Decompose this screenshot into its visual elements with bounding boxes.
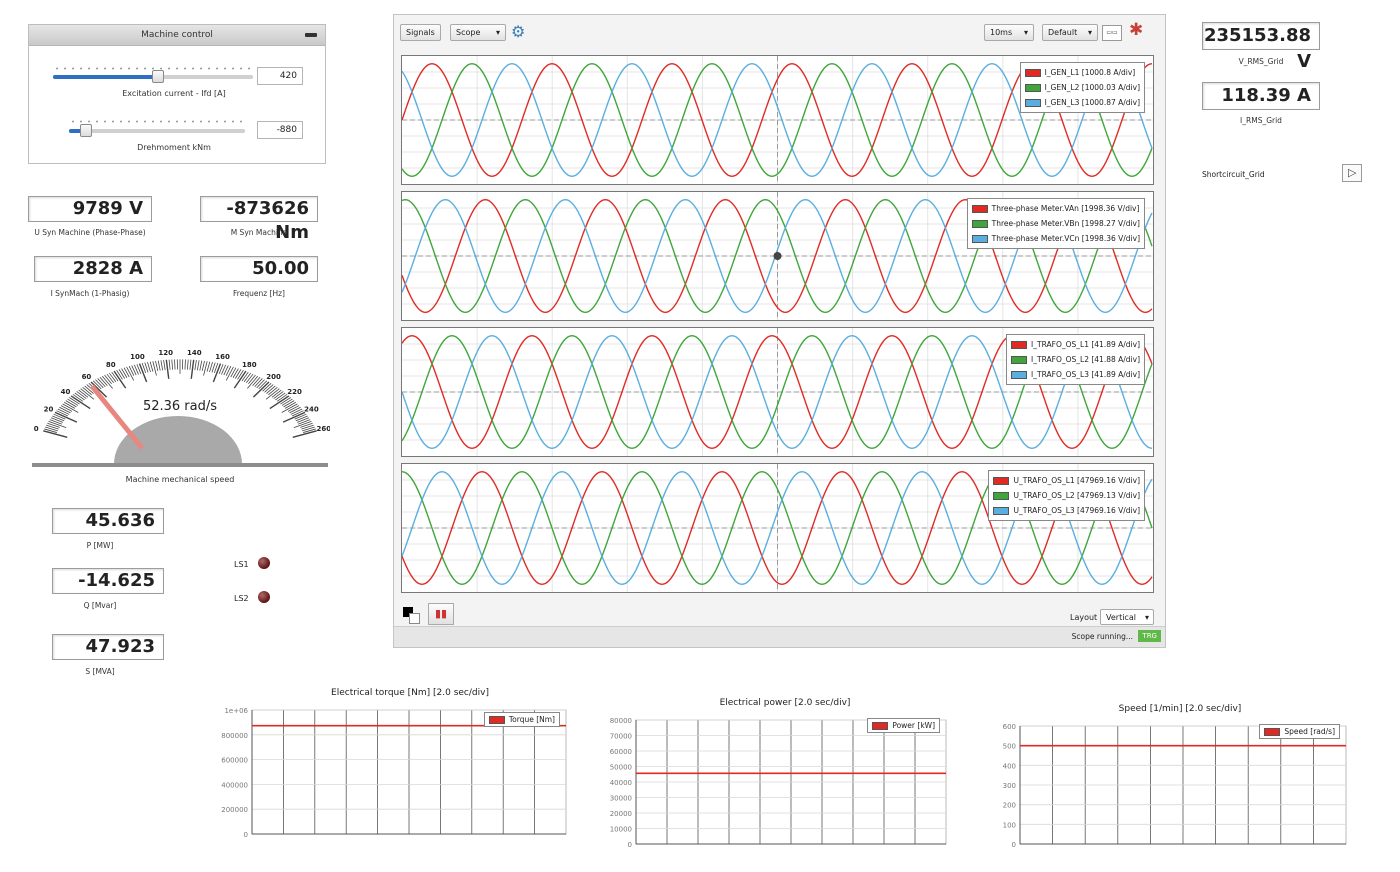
torque-slider-thumb[interactable] <box>80 124 92 137</box>
legend-entry <box>1011 352 1140 367</box>
gauge-label: 180 <box>241 361 257 370</box>
gauge-tick <box>301 425 313 429</box>
gauge-value-text: 52.36 rad/s <box>142 399 218 414</box>
gauge-label: 0 <box>33 425 39 434</box>
y-tick-label: 0 <box>627 841 632 849</box>
legend-label: U_TRAFO_OS_L1 [47969.16 V/div] <box>1013 476 1140 485</box>
gauge-tick <box>156 361 158 371</box>
scope-select[interactable] <box>450 24 506 41</box>
ls2-lamp <box>258 591 270 603</box>
y-tick-label: 200000 <box>221 806 248 815</box>
legend-swatch <box>972 205 988 213</box>
gauge-tick <box>122 369 127 378</box>
legend-label: I_TRAFO_OS_L2 [41.88 A/div] <box>1031 355 1140 364</box>
legend-entry <box>993 488 1140 503</box>
legend-label: I_TRAFO_OS_L3 [41.89 A/div] <box>1031 370 1140 379</box>
excitation-slider-thumb[interactable] <box>152 70 164 83</box>
msyn-label: M Syn Machine <box>230 228 288 237</box>
gauge-tick <box>234 371 246 388</box>
trigger-point-icon <box>774 252 782 260</box>
scope-legend <box>967 198 1145 249</box>
torque-ticks <box>69 120 245 123</box>
speed-chart-title: Speed [1/min] [2.0 sec/div] <box>1118 704 1242 714</box>
bar-chart-icon[interactable]: ▮▮ <box>428 603 454 625</box>
minimize-icon[interactable] <box>305 33 317 37</box>
y-tick-label: 400 <box>1002 762 1016 771</box>
y-tick-label: 0 <box>243 831 248 839</box>
gauge-needle <box>92 386 142 448</box>
shortcircuit-label: Shortcircuit_Grid <box>1202 170 1265 179</box>
gauge-tick <box>169 360 170 370</box>
chevron-down-icon: ▾ <box>1144 613 1149 622</box>
torque-slider[interactable] <box>69 129 245 133</box>
scope-plot-1 <box>401 55 1154 185</box>
scope-select-value: Scope <box>456 28 481 37</box>
gauge-tick <box>175 359 176 369</box>
scope-statusbar <box>394 626 1165 647</box>
gauge-tick <box>231 368 236 377</box>
legend-swatch <box>993 477 1009 485</box>
gauge-tick <box>185 359 186 369</box>
scope-legend <box>1006 334 1145 385</box>
settings-gear-icon[interactable]: ⚙ <box>511 22 526 41</box>
legend-entry <box>1025 65 1140 80</box>
gauge-label: 220 <box>287 387 302 396</box>
gauge-tick <box>166 360 168 379</box>
gauge-tick <box>270 396 289 409</box>
legend-entry <box>1025 95 1140 110</box>
q-label: Q [Mvar] <box>83 601 117 610</box>
preset-value: Default <box>1048 28 1078 37</box>
freq-label: Frequenz [Hz] <box>233 289 285 298</box>
gauge-tick <box>45 427 58 431</box>
y-tick-label: 1e+06 <box>224 707 248 715</box>
power-chart-svg <box>590 712 950 852</box>
timebase-value: 10ms <box>990 28 1013 37</box>
y-tick-label: 60000 <box>609 748 632 756</box>
gauge-tick <box>158 361 160 371</box>
y-tick-label: 300 <box>1002 782 1016 790</box>
legend-label: Three-phase Meter.VAn [1998.36 V/div] <box>991 204 1140 213</box>
scope-window <box>393 14 1166 648</box>
ls1-lamp <box>258 557 270 569</box>
excitation-slider-fill <box>53 75 157 79</box>
legend-label: I_GEN_L2 [1000.03 A/div] <box>1044 83 1140 92</box>
gauge-label: 80 <box>105 361 116 370</box>
gauge-tick <box>266 389 279 400</box>
legend-label: U_TRAFO_OS_L3 [47969.16 V/div] <box>1013 506 1140 515</box>
gauge-tick <box>63 404 79 413</box>
legend-swatch <box>1025 84 1041 92</box>
gauge-tick <box>172 360 173 370</box>
gauge-label: 140 <box>187 349 202 358</box>
power-chart-title: Electrical power [2.0 sec/div] <box>719 698 851 708</box>
gauge-tick <box>200 361 202 371</box>
s-display: 47.923 <box>52 634 164 660</box>
gauge-tick <box>109 373 116 382</box>
gauge-tick <box>197 360 199 370</box>
excitation-label: Excitation current - Ifd [A] <box>122 89 226 98</box>
vgrid-display: 235153.88 V <box>1202 22 1320 50</box>
igrid-label: I_RMS_Grid <box>1240 116 1282 125</box>
y-tick-label: 600 <box>1002 723 1016 731</box>
gauge-tick <box>150 362 153 372</box>
gauge-tick <box>298 420 310 424</box>
y-tick-label: 500 <box>1002 742 1016 751</box>
gauge-tick <box>300 423 312 427</box>
legend-swatch <box>1025 69 1041 77</box>
gauge-tick <box>226 366 231 375</box>
power-legend <box>867 718 940 733</box>
y-tick-label: 40000 <box>609 779 632 787</box>
gauge-tick <box>119 369 125 378</box>
scope-legend <box>988 470 1145 521</box>
power-legend-label: Power [kW] <box>892 721 935 730</box>
gauge-label: 100 <box>130 353 145 362</box>
gauge-label: 40 <box>60 387 71 396</box>
gauge-tick <box>253 382 269 397</box>
vgrid-label: V_RMS_Grid <box>1238 57 1284 66</box>
gauge-label: 120 <box>158 349 173 358</box>
layout-label: Layout <box>1070 613 1098 622</box>
scope-plot-4 <box>401 463 1154 593</box>
legend-swatch <box>993 507 1009 515</box>
gauge-base <box>32 463 328 467</box>
signals-button[interactable]: Signals <box>400 24 441 41</box>
gauge-tick <box>202 361 204 371</box>
legend-entry <box>1025 80 1140 95</box>
legend-label: U_TRAFO_OS_L2 [47969.13 V/div] <box>1013 491 1140 500</box>
gauge-tick <box>195 360 197 370</box>
gauge-tick <box>164 360 166 370</box>
gauge-tick <box>51 418 63 423</box>
y-tick-label: 20000 <box>609 810 632 818</box>
legend-entry <box>993 473 1140 488</box>
machine-control-title-text: Machine control <box>141 30 213 40</box>
legend-entry <box>972 231 1140 246</box>
torque-label: Drehmoment kNm <box>137 143 211 152</box>
timebase-select[interactable] <box>984 24 1034 41</box>
scope-plot-2 <box>401 191 1154 321</box>
p-display: 45.636 <box>52 508 164 534</box>
speed-chart <box>990 718 1350 852</box>
y-tick-label: 800000 <box>221 731 248 740</box>
legend-swatch <box>972 220 988 228</box>
speed-gauge <box>30 318 330 468</box>
legend-swatch <box>1264 728 1280 736</box>
scope-legend <box>1020 62 1145 113</box>
gauge-title: Machine mechanical speed <box>125 475 235 484</box>
legend-entry <box>1011 337 1140 352</box>
gauge-label: 240 <box>304 405 319 414</box>
chevron-down-icon: ▾ <box>1023 28 1028 37</box>
y-tick-label: 10000 <box>609 825 632 834</box>
legend-entry <box>993 503 1140 518</box>
gauge-tick <box>71 396 90 409</box>
legend-entry <box>1011 367 1140 382</box>
gauge-tick <box>233 369 238 378</box>
color-swatch-white-icon[interactable] <box>409 613 420 624</box>
s-label: S [MVA] <box>85 667 115 676</box>
layout-value: Vertical <box>1106 613 1136 622</box>
gauge-tick <box>244 373 251 382</box>
speed-gauge-svg <box>30 318 330 468</box>
machine-control-panel <box>28 24 326 164</box>
play-icon: ▷ <box>1348 166 1357 179</box>
torque-legend <box>484 712 560 727</box>
legend-swatch <box>1025 99 1041 107</box>
gauge-tick <box>297 418 309 423</box>
torque-chart-title: Electrical torque [Nm] [2.0 sec/div] <box>331 688 489 698</box>
gauge-tick <box>296 416 308 421</box>
y-tick-label: 50000 <box>609 763 632 772</box>
legend-label: Three-phase Meter.VBn [1998.27 V/div] <box>991 219 1140 228</box>
gauge-tick <box>161 360 163 370</box>
legend-label: I_TRAFO_OS_L1 [41.89 A/div] <box>1031 340 1140 349</box>
gauge-tick <box>207 362 210 372</box>
gauge-tick <box>47 423 59 427</box>
y-tick-label: 600000 <box>221 756 248 765</box>
y-tick-label: 70000 <box>609 732 632 741</box>
chevron-down-icon: ▾ <box>495 28 500 37</box>
legend-swatch <box>872 722 888 730</box>
gauge-label: 160 <box>215 353 230 362</box>
gauge-tick <box>129 366 134 375</box>
gauge-tick <box>105 375 112 384</box>
legend-entry <box>972 201 1140 216</box>
y-tick-label: 80000 <box>609 717 632 725</box>
gauge-tick <box>302 427 315 431</box>
ls1-label: LS1 <box>234 560 249 569</box>
gauge-tick <box>235 369 241 378</box>
igrid-display: 118.39 A <box>1202 82 1320 110</box>
gauge-tick <box>114 371 126 388</box>
gauge-tick <box>187 360 188 370</box>
gauge-tick <box>210 362 213 372</box>
msyn-display: -873626 Nm <box>200 196 318 222</box>
gauge-tick <box>81 389 94 400</box>
legend-label: Three-phase Meter.VCn [1998.36 V/div] <box>991 234 1140 243</box>
p-label: P [MW] <box>86 541 114 550</box>
trg-badge: TRG <box>1138 630 1161 642</box>
torque-chart <box>200 702 570 842</box>
torque-input[interactable]: -880 <box>257 121 303 139</box>
gauge-tick <box>147 362 150 372</box>
excitation-input[interactable]: 420 <box>257 67 303 85</box>
power-chart <box>590 712 950 852</box>
gauge-tick <box>124 368 129 377</box>
speed-legend <box>1259 724 1340 739</box>
gauge-label: 20 <box>43 405 54 414</box>
y-tick-label: 100 <box>1002 821 1016 830</box>
gauge-label: 200 <box>266 372 281 381</box>
scope-status-text: Scope running... <box>1071 632 1133 641</box>
y-tick-label: 200 <box>1002 801 1016 810</box>
gauge-tick <box>191 360 193 379</box>
legend-label: I_GEN_L3 [1000.87 A/div] <box>1044 98 1140 107</box>
scope-plot-3 <box>401 327 1154 457</box>
shortcircuit-button[interactable] <box>1342 164 1362 182</box>
q-display: -14.625 <box>52 568 164 594</box>
legend-swatch <box>489 716 505 724</box>
speed-legend-label: Speed [rad/s] <box>1284 727 1335 736</box>
gauge-tick <box>246 374 253 383</box>
gauge-tick <box>248 375 255 384</box>
legend-label: I_GEN_L1 [1000.8 A/div] <box>1044 68 1136 77</box>
legend-swatch <box>1011 341 1027 349</box>
usyn-display: 9789 V <box>28 196 152 222</box>
gauge-tick <box>282 404 298 413</box>
torque-legend-label: Torque [Nm] <box>508 715 555 724</box>
trigger-config-icon[interactable]: ✱ <box>1129 20 1144 40</box>
chevron-down-icon: ▾ <box>1087 28 1092 37</box>
layout-select[interactable] <box>1100 609 1154 625</box>
legend-entry <box>972 216 1140 231</box>
usyn-label: U Syn Machine (Phase-Phase) <box>34 228 146 237</box>
y-tick-label: 400000 <box>221 781 248 790</box>
preset-select[interactable] <box>1042 24 1098 41</box>
legend-swatch <box>1011 356 1027 364</box>
gauge-tick <box>50 420 62 424</box>
isyn-label: I SynMach (1-Phasig) <box>50 289 130 298</box>
excitation-slider[interactable] <box>53 75 253 79</box>
machine-control-title <box>29 25 325 46</box>
isyn-display: 2828 A <box>34 256 152 282</box>
gauge-label: 260 <box>316 425 330 434</box>
y-tick-label: 0 <box>1011 841 1016 849</box>
gauge-tick <box>107 374 114 383</box>
zoom-icon[interactable]: ▭▭ <box>1102 25 1122 41</box>
legend-swatch <box>1011 371 1027 379</box>
legend-swatch <box>972 235 988 243</box>
y-tick-label: 30000 <box>609 794 632 803</box>
gauge-tick <box>190 360 191 370</box>
gauge-tick <box>46 425 58 429</box>
legend-swatch <box>993 492 1009 500</box>
gauge-label: 60 <box>81 372 92 381</box>
freq-display: 50.00 <box>200 256 318 282</box>
ls2-label: LS2 <box>234 594 249 603</box>
gauge-tick <box>52 416 64 421</box>
